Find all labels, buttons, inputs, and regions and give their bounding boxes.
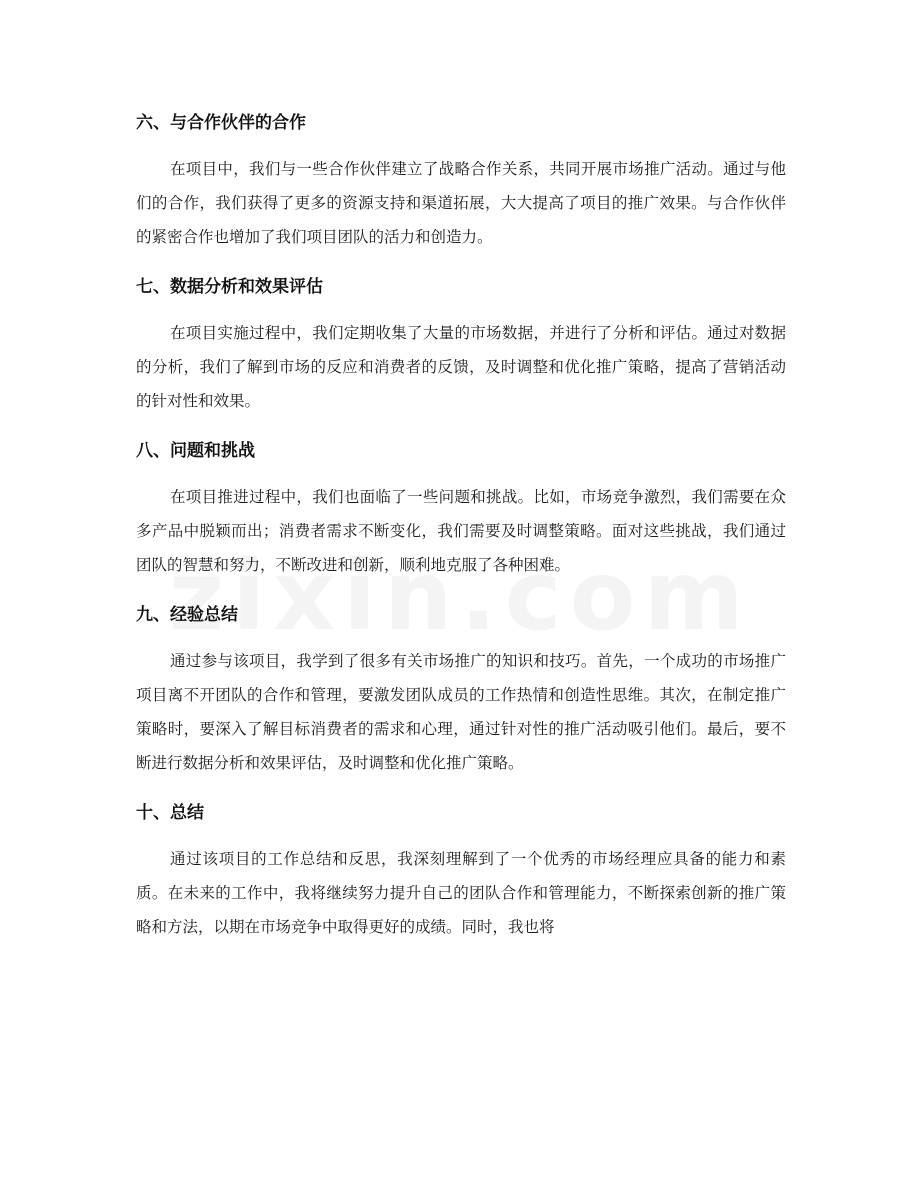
section-paragraph-8: 在项目推进过程中，我们也面临了一些问题和挑战。比如，市场竞争激烈，我们需要在众多产品中脱颖而出；消费者需求不断变化，我们需要及时调整策略。面对这些挑战，我们通过团队的智慧和努力，不断改进和创新，顺利地克服了各种困难。 <box>136 488 786 574</box>
section-paragraph-9: 通过参与该项目，我学到了很多有关市场推广的知识和技巧。首先，一个成功的市场推广项目离不开团队的合作和管理，要激发团队成员的工作热情和创造性思维。其次，在制定推广策略时，要深入了解目标消费者的需求和心理，通过针对性的推广活动吸引他们。最后，要不断进行数据分析和效果评估，及时调整和优化推广策略。 <box>136 652 786 772</box>
document-content <box>136 104 786 958</box>
section-paragraph-6: 在项目中，我们与一些合作伙伴建立了战略合作关系，共同开展市场推广活动。通过与他们的合作，我们获得了更多的资源支持和渠道拓展，大大提高了项目的推广效果。与合作伙伴的紧密合作也增加了我们项目团队的活力和创造力。 <box>136 160 786 246</box>
section-heading-7: 七、数据分析和效果评估 <box>136 277 323 297</box>
section-heading-10: 十、总结 <box>136 803 204 823</box>
section-heading-8: 八、问题和挑战 <box>136 441 255 461</box>
section-heading-6: 六、与合作伙伴的合作 <box>136 113 306 133</box>
section-paragraph-7: 在项目实施过程中，我们定期收集了大量的市场数据，并进行了分析和评估。通过对数据的分析，我们了解到市场的反应和消费者的反馈，及时调整和优化推广策略，提高了营销活动的针对性和效果。 <box>136 324 786 410</box>
section-paragraph-10: 通过该项目的工作总结和反思，我深刻理解到了一个优秀的市场经理应具备的能力和素质。在未来的工作中，我将继续努力提升自己的团队合作和管理能力，不断探索创新的推广策略和方法，以期在市场竞争中取得更好的成绩。同时，我也将 <box>136 850 786 936</box>
section-heading-9: 九、经验总结 <box>136 605 238 625</box>
